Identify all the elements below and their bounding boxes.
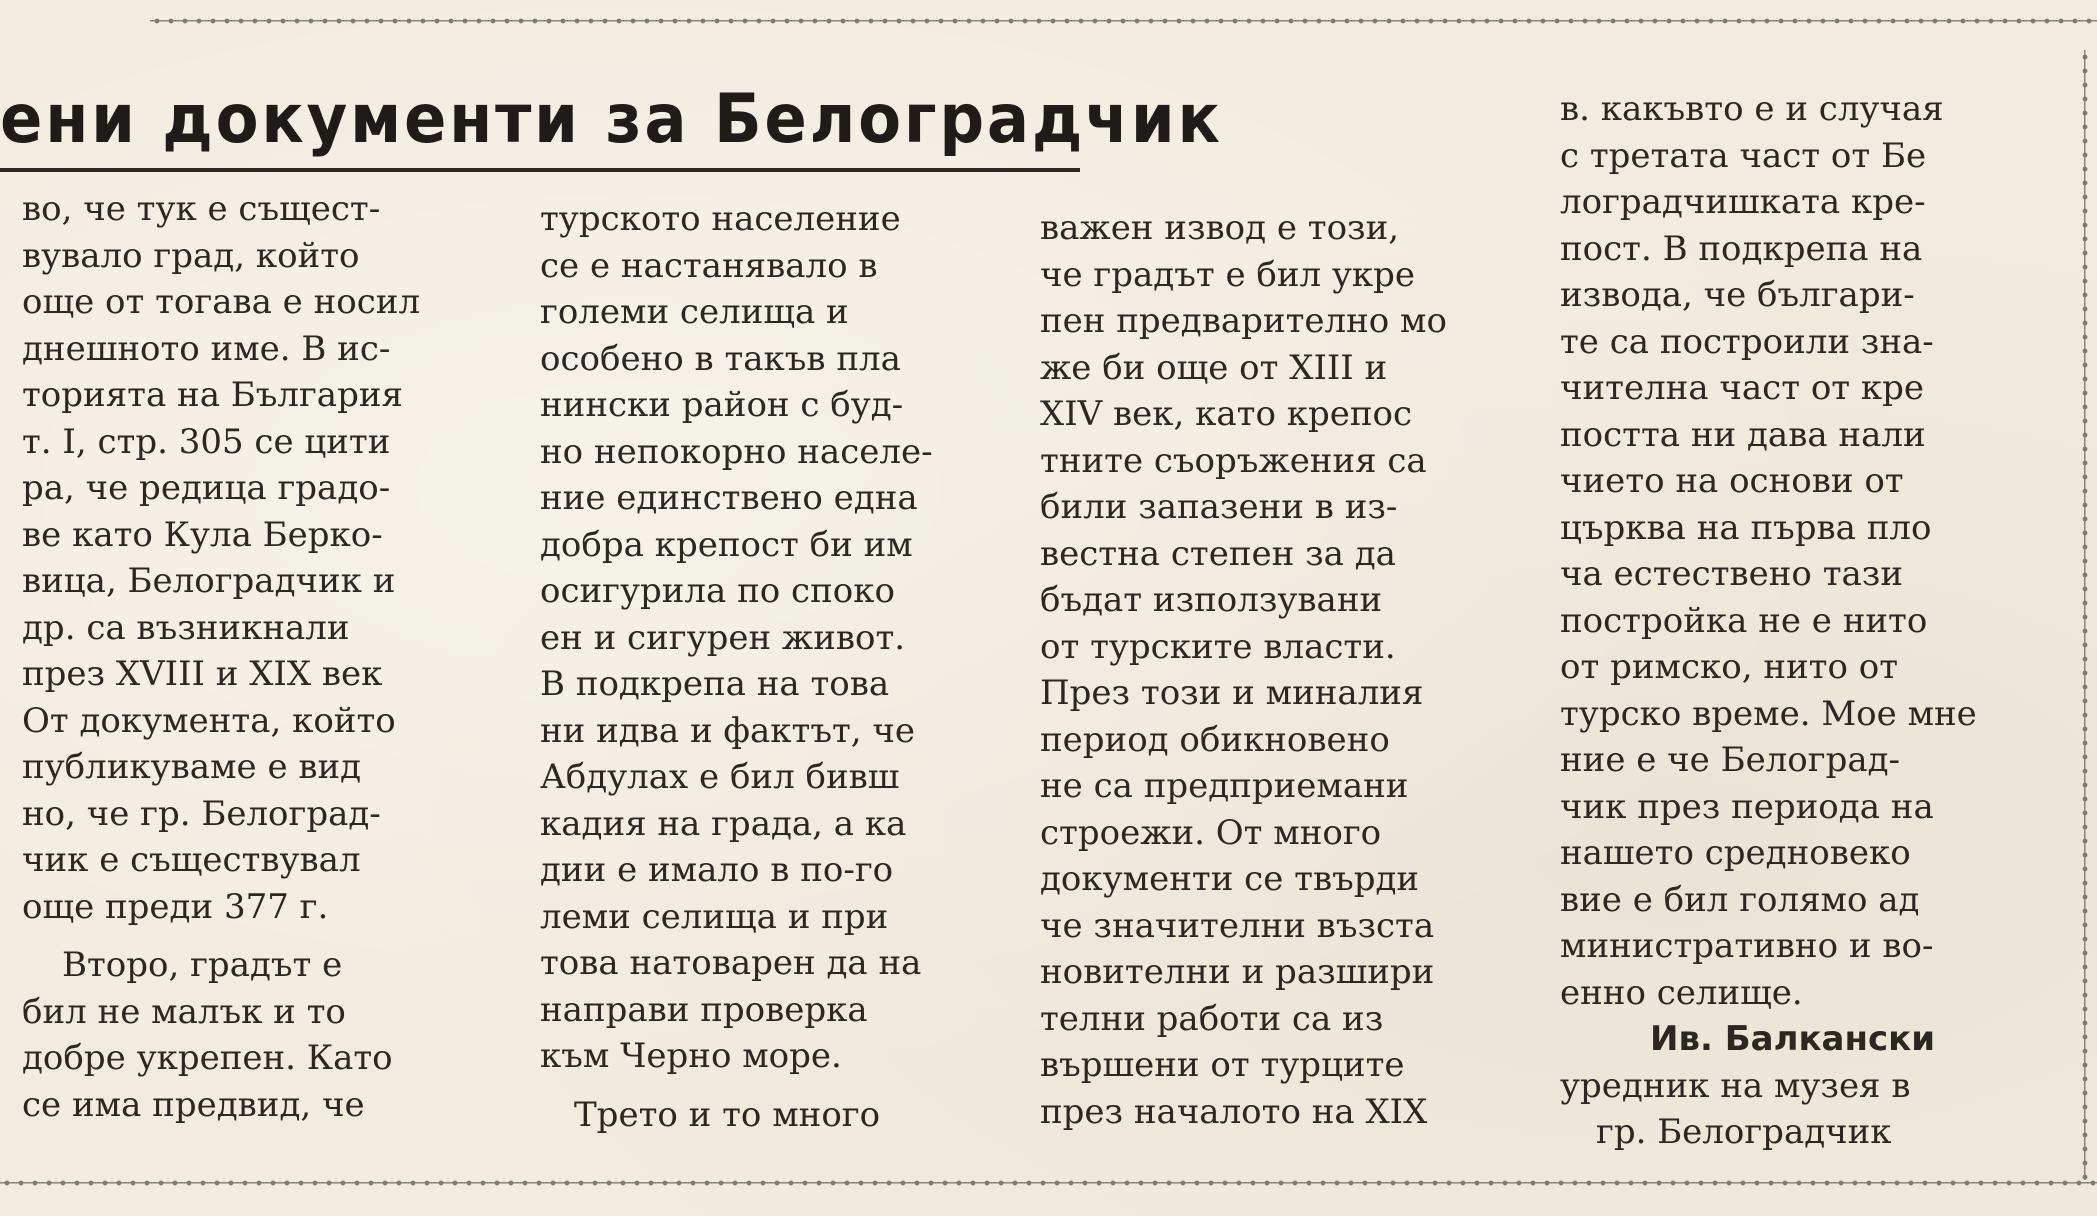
text-line: се е настанявало в <box>540 245 878 286</box>
text-line: в. какъвто е и случая <box>1560 89 1944 129</box>
text-line: тните съоръжения са <box>1040 440 1427 481</box>
text-line: към Черно море. <box>540 1036 842 1076</box>
text-line: Абдулах е бил бивш <box>540 757 900 797</box>
text-line: телни работи са из <box>1040 998 1384 1039</box>
article-column-2 <box>540 196 1000 1138</box>
text-line: от турските власти. <box>1040 626 1396 667</box>
text-line: извода, че българи- <box>1560 275 1915 315</box>
text-line: осигурила по споко <box>540 571 895 611</box>
article-column-4 <box>1560 86 2030 1156</box>
text-line: нински район с буд- <box>540 385 904 425</box>
text-line: още от тогава е носил <box>22 282 421 322</box>
text-line: ве като Кула Берко- <box>22 514 383 555</box>
text-line: пост. В подкрепа на <box>1560 228 1923 269</box>
text-line: ен и сигурен живот. <box>540 617 906 658</box>
text-line: публикуваме е вид <box>22 747 362 787</box>
author-name: Ив. Балкански <box>1650 1019 1936 1059</box>
text-line: през началото на XIX <box>1040 1091 1428 1132</box>
text-line: турското население <box>540 199 901 239</box>
text-line: но непокорно населе- <box>540 431 933 472</box>
text-line: бъдат използувани <box>1040 580 1383 620</box>
text-line: период обикновено <box>1040 719 1390 760</box>
article-column-1 <box>22 186 472 1128</box>
text-line: че значителни възста <box>1040 905 1435 946</box>
text-line: През този и миналия <box>1040 673 1424 713</box>
text-line: ча естествено тази <box>1560 554 1903 594</box>
text-line: вувало град, който <box>22 235 360 276</box>
text-line: добре укрепен. Като <box>22 1038 393 1078</box>
text-line: леми селища и при <box>540 896 889 937</box>
text-line: ние единствено една <box>540 478 918 518</box>
text-line: ра, че редица градо- <box>22 468 391 508</box>
text-line: лоградчишката кре- <box>1560 182 1926 222</box>
text-line: торията на България <box>22 375 403 415</box>
text-line: Второ, градът е <box>62 945 343 985</box>
text-line: енно селище. <box>1560 972 1803 1013</box>
text-line: важен извод е този, <box>1040 208 1400 248</box>
text-line: пен предварително мо <box>1040 301 1447 341</box>
text-line: новителни и разшири <box>1040 952 1435 992</box>
text-line: XIV век, като крепос <box>1040 394 1413 434</box>
article-column-3 <box>1040 205 1510 1135</box>
text-line: през XVIII и XIX век <box>22 654 383 694</box>
text-line: с третата част от Бе <box>1560 135 1927 176</box>
text-line: вица, Белоградчик и <box>22 561 396 601</box>
text-line: чието на основи от <box>1560 461 1904 501</box>
headline-underline <box>0 168 1080 172</box>
text-line: министративно и во- <box>1560 926 1934 966</box>
text-line: това натоварен да на <box>540 943 922 983</box>
text-line: големи селища и <box>540 292 849 332</box>
right-ornamental-border <box>2078 50 2092 1180</box>
text-line: от римско, нито от <box>1560 647 1899 687</box>
text-line: Трето и то много <box>574 1094 881 1135</box>
text-line: бил не малък и то <box>22 991 346 1032</box>
text-line: нашето средновеко <box>1560 833 1911 873</box>
text-line: же би още от XIII и <box>1040 347 1388 388</box>
top-ornamental-border <box>150 14 2097 28</box>
text-line: др. са възникнали <box>22 607 350 648</box>
text-line: те са построили зна- <box>1560 321 1934 362</box>
text-line: църква на първа пло <box>1560 507 1932 548</box>
text-line: вестна степен за да <box>1040 533 1396 574</box>
text-line: постта ни дава нали <box>1560 414 1926 455</box>
text-line: се има предвид, че <box>22 1084 365 1125</box>
text-line: ние е че Белоград- <box>1560 740 1901 780</box>
text-line: От документа, който <box>22 700 396 741</box>
text-line: че градът е бил укре <box>1040 254 1416 295</box>
text-line: во, че тук е същест- <box>22 189 381 229</box>
article-headline: ени документи за Белоградчик <box>0 80 1223 159</box>
text-line: турско време. Мое мне <box>1560 693 1977 734</box>
author-role: уредник на музея в <box>1560 1065 1911 1106</box>
text-line: т. I, стр. 305 се цити <box>22 421 391 462</box>
text-line: дии е имало в по-го <box>540 850 894 890</box>
paragraph-gap <box>22 930 472 942</box>
text-line: строежи. От много <box>1040 812 1382 853</box>
text-line: чик през периода на <box>1560 786 1934 827</box>
text-line: чик е съществувал <box>22 840 361 880</box>
text-line: вие е бил голямо ад <box>1560 879 1920 920</box>
text-line: не са предприемани <box>1040 766 1409 806</box>
text-line: ни идва и фактът, че <box>540 710 916 751</box>
text-line: днешното име. В ис- <box>22 328 391 369</box>
author-place: гр. Белоградчик <box>1596 1112 1892 1152</box>
text-line: добра крепост би им <box>540 524 913 565</box>
text-line: направи проверка <box>540 989 868 1030</box>
text-line: но, че гр. Белоград- <box>22 793 381 834</box>
text-line: особено в такъв пла <box>540 338 901 379</box>
text-line: постройка не е нито <box>1560 600 1928 641</box>
text-line: чителна част от кре <box>1560 368 1925 408</box>
text-line: още преди 377 г. <box>22 886 329 927</box>
paragraph-gap <box>540 1080 1000 1092</box>
bottom-ornamental-border <box>0 1176 2097 1190</box>
text-line: били запазени в из- <box>1040 487 1398 527</box>
text-line: документи се твърди <box>1040 859 1420 899</box>
text-line: В подкрепа на това <box>540 664 890 704</box>
text-line: вършени от турците <box>1040 1045 1405 1085</box>
text-line: кадия на града, а ка <box>540 803 907 844</box>
